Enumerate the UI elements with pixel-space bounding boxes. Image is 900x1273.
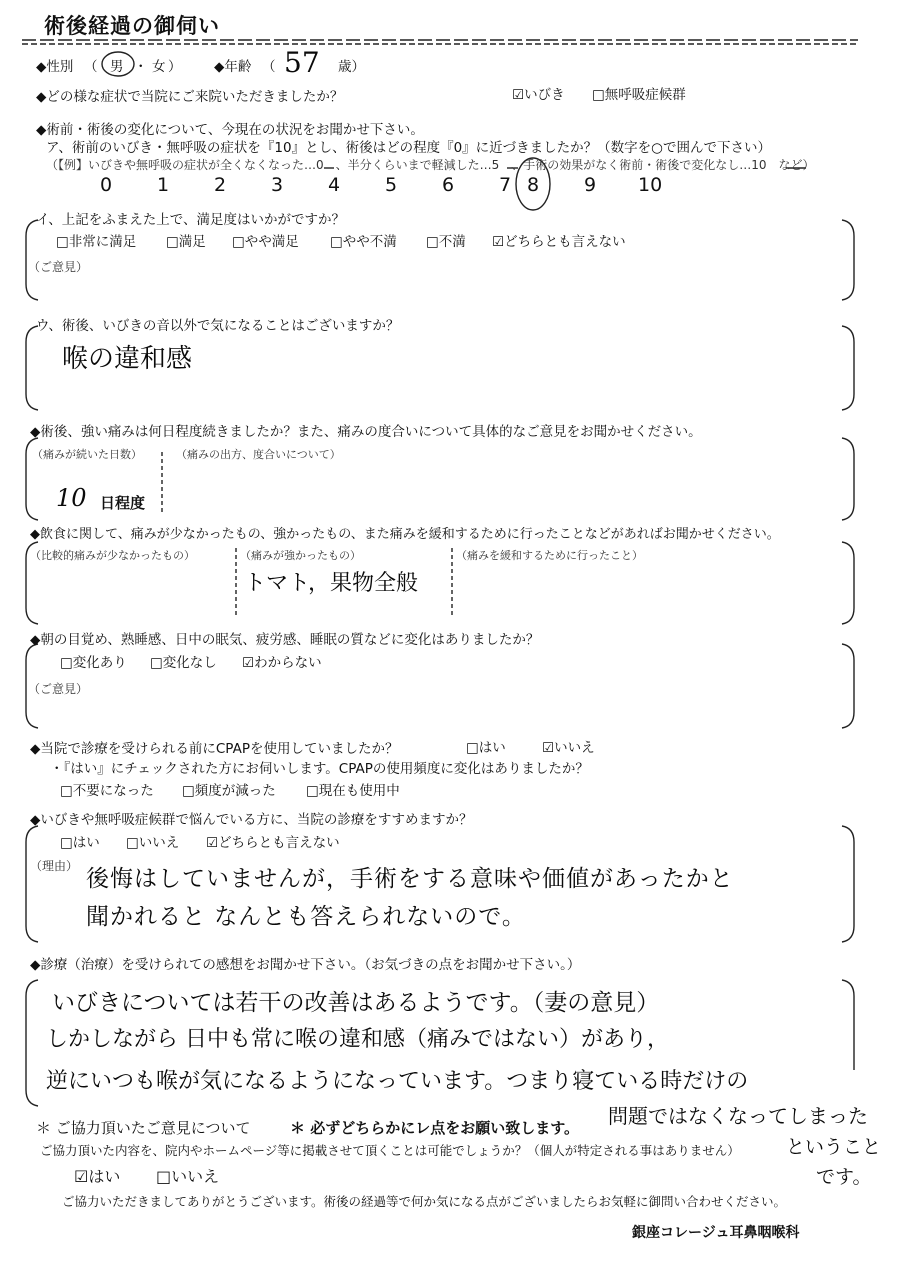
pain-days-unit: 日程度 xyxy=(100,494,146,512)
food-high-answer[interactable]: トマト，果物全般 xyxy=(244,571,419,596)
option-label: 現在も使用中 xyxy=(318,783,400,799)
reason-line-2[interactable]: 聞かれると なんとも答えられないので。 xyxy=(86,904,526,930)
checkbox-icon: □ xyxy=(60,783,73,799)
option-label: いいえ xyxy=(171,1167,220,1186)
option-label: 非常に満足 xyxy=(68,234,137,250)
satisfaction-option-neutral[interactable] xyxy=(492,230,626,250)
checkbox-checked-icon: ☑ xyxy=(542,740,555,756)
option-label: やや不満 xyxy=(342,234,397,250)
option-label: 頻度が減った xyxy=(194,783,276,799)
question-food: ◆飲食に関して、痛みが少なかったもの、強かったもの、また痛みを緩和するために行ったことなどがあればお聞かせください。 xyxy=(30,527,780,542)
scale-6[interactable]: 6 xyxy=(442,174,455,196)
coop-heading-2: ＊ 必ずどちらかにレ点をお願い致します。 xyxy=(290,1119,580,1137)
pain-days-value[interactable]: 10 xyxy=(56,484,87,512)
option-label: はい xyxy=(88,1167,121,1186)
gender-label: ◆性別 xyxy=(36,59,74,75)
question-recommend: ◆いびきや無呼吸症候群で悩んでいる方に、当院の診療をすすめますか？ xyxy=(30,812,473,828)
food-low-label: （比較的痛みが少なかったもの） xyxy=(30,549,195,562)
recommend-option-yes[interactable] xyxy=(60,831,100,851)
morning-option-unknown[interactable] xyxy=(242,651,322,671)
checkbox-icon: □ xyxy=(126,835,139,851)
impression-line-6[interactable]: です。 xyxy=(816,1166,872,1188)
satisfaction-option-very-satisfied[interactable] xyxy=(56,230,136,250)
change-example: （【例】いびきや無呼吸の症状が全くなくなった…0 、半分くらいまで軽減した…5 、手術の効果がなく術前・術後で変化なし…10 など） xyxy=(46,158,815,172)
checkbox-icon: □ xyxy=(156,1167,172,1186)
scale-8-selected[interactable]: 8 xyxy=(527,174,540,196)
checkbox-checked-icon: ☑ xyxy=(206,835,219,851)
checkbox-checked-icon: ☑ xyxy=(74,1167,89,1186)
option-label: いいえ xyxy=(138,835,180,851)
gender-male[interactable]: 男 xyxy=(110,59,124,75)
impression-line-3[interactable]: 逆にいつも喉が気になるようになっています。つまり寝ている時だけの xyxy=(46,1069,749,1094)
satisfaction-option-satisfied[interactable] xyxy=(166,230,206,250)
scale-9[interactable]: 9 xyxy=(584,174,597,196)
checkbox-checked-icon: ☑ xyxy=(242,655,255,671)
question-impression: ◆診療（治療）を受けられての感想をお聞かせ下さい。（お気づきの点をお聞かせ下さい。） xyxy=(30,957,581,973)
coop-option-no[interactable] xyxy=(156,1164,219,1187)
question-pain: ◆術後、強い痛みは何日程度続きましたか？また、痛みの度合いについて具体的なご意見をお聞かせください。 xyxy=(30,424,702,440)
question-cpap: ◆当院で診療を受けられる前にCPAPを使用していましたか？ xyxy=(30,741,399,757)
satisfaction-option-somewhat-dissatisfied[interactable] xyxy=(330,230,397,250)
option-label: 無呼吸症候群 xyxy=(604,87,686,103)
thanks-message: ご協力いただきましてありがとうございます。術後の経過等で何か気になる点がございましたらお気軽に御問い合わせください。 xyxy=(62,1194,787,1209)
cpap-option-yes[interactable] xyxy=(466,736,506,756)
checkbox-icon: □ xyxy=(330,234,343,250)
option-label: 満足 xyxy=(178,234,206,250)
checkbox-icon: □ xyxy=(426,234,439,250)
option-label: やや満足 xyxy=(244,234,299,250)
question-cpap-frequency: ・『はい』にチェックされた方にお伺いします。CPAPの使用頻度に変化はありましたか？ xyxy=(50,761,589,777)
scale-1[interactable]: 1 xyxy=(157,174,170,196)
coop-question: ご協力頂いた内容を、院内やホームページ等に掲載させて頂くことは可能でしょうか？（個人が特定される事はありません） xyxy=(40,1143,740,1158)
checkbox-icon: □ xyxy=(182,783,195,799)
checkbox-icon: □ xyxy=(466,740,479,756)
option-label: どちらとも言えない xyxy=(504,234,626,250)
symptom-option-snoring[interactable] xyxy=(512,83,565,103)
scale-3[interactable]: 3 xyxy=(271,174,284,196)
checkbox-icon: □ xyxy=(306,783,319,799)
option-label: わからない xyxy=(254,655,322,671)
scale-0[interactable]: 0 xyxy=(100,174,113,196)
option-label: 不要になった xyxy=(72,783,154,799)
age-unit: 歳） xyxy=(338,59,365,75)
morning-option-changed[interactable] xyxy=(60,651,127,671)
food-relief-label: （痛みを緩和するために行ったこと） xyxy=(456,549,643,562)
scale-5[interactable]: 5 xyxy=(385,174,398,196)
page-title: 術後経過の御伺い xyxy=(44,14,220,38)
checkbox-icon: □ xyxy=(232,234,245,250)
gender-separator: ・ xyxy=(134,59,148,75)
checkbox-checked-icon: ☑ xyxy=(512,87,525,103)
age-value[interactable]: 57 xyxy=(284,46,320,79)
question-change: ◆術前・術後の変化について、今現在の状況をお聞かせ下さい。 xyxy=(36,122,424,138)
checkbox-icon: □ xyxy=(56,234,69,250)
question-satisfaction: イ、上記をふまえた上で、満足度はいかがですか？ xyxy=(36,212,346,228)
opinion-label: （ご意見） xyxy=(28,260,89,274)
symptom-option-apnea[interactable] xyxy=(592,83,686,103)
option-label: はい xyxy=(478,740,506,756)
gender-female[interactable]: 女 xyxy=(152,59,166,75)
cpap-freq-option-reduced[interactable] xyxy=(182,779,276,799)
option-label: いいえ xyxy=(554,740,595,756)
cpap-freq-option-still-using[interactable] xyxy=(306,779,400,799)
scale-2[interactable]: 2 xyxy=(214,174,227,196)
option-label: いびき xyxy=(524,87,565,103)
age-label: ◆年齢 xyxy=(214,59,252,75)
question-morning: ◆朝の目覚め、熟睡感、日中の眠気、疲労感、睡眠の質などに変化はありましたか？ xyxy=(30,632,540,648)
coop-option-yes[interactable] xyxy=(74,1164,120,1187)
impression-line-1[interactable]: いびきについては若干の改善はあるようです。（妻の意見） xyxy=(52,990,660,1016)
recommend-option-no[interactable] xyxy=(126,831,179,851)
impression-line-2[interactable]: しかしながら 日中も常に喉の違和感（痛みではない）があり， xyxy=(46,1027,669,1052)
cpap-option-no[interactable] xyxy=(542,736,595,756)
checkbox-icon: □ xyxy=(592,87,605,103)
questionnaire-page: 術後経過の御伺い ◆性別 （ 男 ・ 女 ） ◆年齢 （ 57 歳） ◆どの様な症状で当院にご来院いただきましたか？ ☑いびき □無呼吸症候群 ◆術前・術後の変化について、今現在の状況をお聞かせ下さい。 ア、術前のいびき・無呼吸の症状を『10』とし、術後はどの程度『0』に近づきましたか？（数字を○で囲んで下さい） （【例】いびきや無呼吸の症状が全くなくなった…0 、半分くらいまで軽減した…5 、手術の効果がなく術前・術後で変化なし…10 など） 0 1 2 3 4 5 6 7 8 9 10 イ、上記をふまえた上で、満足度はいかがですか？ □非常に満足 □満足 □やや満足 □やや不満 □不満 ☑どちらとも言えない （ご意見） ウ、術後、いびきの音以外で気になることはございますか？ 喉の違和感 ◆術後、強い痛みは何日程度続きましたか？また、痛みの度合いについて具体的なご意見をお聞かせください。 （痛みが続いた日数） （痛みの出方、度合いについて） 10 日程度 ◆飲食に関して、痛みが少なかったもの、強かったもの、また痛みを緩和するために行ったことなどがあればお聞かせください。 （比較的痛みが少なかったもの） （痛みが強かったもの） （痛みを緩和するために行ったこと） トマト，果物全般 ◆朝の目覚め、熟睡感、日中の眠気、疲労感、睡眠の質などに変化はありましたか？ □変化あり □変化なし ☑わからない （ご意見） ◆当院で診療を受けられる前にCPAPを使用していましたか？ □はい ☑いいえ ・『はい』にチェックされた方にお伺いします。CPAPの使用頻度に変化はありましたか？ □不要になった □頻度が減った □現在も使用中 ◆いびきや無呼吸症候群で悩んでいる方に、当院の診療をすすめますか？ □はい □いいえ ☑どちらとも言えない （理由） 後悔はしていませんが，手術をする意味や価値があったかと 聞かれると なんとも答えられないので。 ◆診療（治療）を受けられての感想をお聞かせ下さい。（お気づきの点をお聞かせ下さい。） いびきについては若干の改善はあるようです。（妻の意見） しかしながら 日中も常に喉の違和感（痛みではない）があり， 逆にいつも喉が気になるようになっています。つまり寝ている時だけの 問題ではなくなってしまった ということ です。 ＊ ご協力頂いたご意見について ＊ 必ずどちらかにレ点をお願い致します。 ご協力頂いた内容を、院内やホームページ等に掲載させて頂くことは可能でしょうか？（個人が特定される事はありません） ☑はい □いいえ ご協力いただきましてありがとうございます。術後の経過等で何か気になる点がございましたらお気軽に御問い合わせください。 銀座コレージュ耳鼻咽喉科 xyxy=(0,0,900,1273)
checkbox-icon: □ xyxy=(166,234,179,250)
pain-degree-label: （痛みの出方、度合いについて） xyxy=(176,448,341,461)
question-concern: ウ、術後、いびきの音以外で気になることはございますか？ xyxy=(36,318,400,334)
food-high-label: （痛みが強かったもの） xyxy=(240,549,361,562)
reason-line-1[interactable]: 後悔はしていませんが，手術をする意味や価値があったかと xyxy=(86,866,734,892)
coop-heading-1: ＊ ご協力頂いたご意見について xyxy=(36,1119,251,1137)
checkbox-icon: □ xyxy=(60,655,73,671)
question-change-a: ア、術前のいびき・無呼吸の症状を『10』とし、術後はどの程度『0』に近づきましたか？（数字を○で囲んで下さい） xyxy=(46,140,771,156)
scale-4[interactable]: 4 xyxy=(328,174,341,196)
morning-option-unchanged[interactable] xyxy=(150,651,217,671)
cpap-freq-option-unnecessary[interactable] xyxy=(60,779,154,799)
satisfaction-option-dissatisfied[interactable] xyxy=(426,230,466,250)
opinion-label: （ご意見） xyxy=(28,682,89,696)
satisfaction-option-somewhat-satisfied[interactable] xyxy=(232,230,299,250)
pain-days-label: （痛みが続いた日数） xyxy=(32,448,142,461)
recommend-option-neutral[interactable] xyxy=(206,831,340,851)
scale-7[interactable]: 7 xyxy=(499,174,512,196)
concern-answer[interactable]: 喉の違和感 xyxy=(62,344,193,374)
reason-label: （理由） xyxy=(30,859,79,873)
clinic-name: 銀座コレージュ耳鼻咽喉科 xyxy=(632,1225,800,1241)
option-label: 変化あり xyxy=(72,655,127,671)
checkbox-checked-icon: ☑ xyxy=(492,234,505,250)
option-label: 不満 xyxy=(438,234,466,250)
option-label: どちらとも言えない xyxy=(218,835,340,851)
option-label: 変化なし xyxy=(162,655,217,671)
option-label: はい xyxy=(72,835,100,851)
checkbox-icon: □ xyxy=(150,655,163,671)
scale-10[interactable]: 10 xyxy=(638,174,663,196)
question-symptom: ◆どの様な症状で当院にご来院いただきましたか？ xyxy=(36,89,344,105)
checkbox-icon: □ xyxy=(60,835,73,851)
impression-line-4[interactable]: 問題ではなくなってしまった xyxy=(608,1104,868,1128)
impression-line-5[interactable]: ということ xyxy=(786,1136,882,1158)
